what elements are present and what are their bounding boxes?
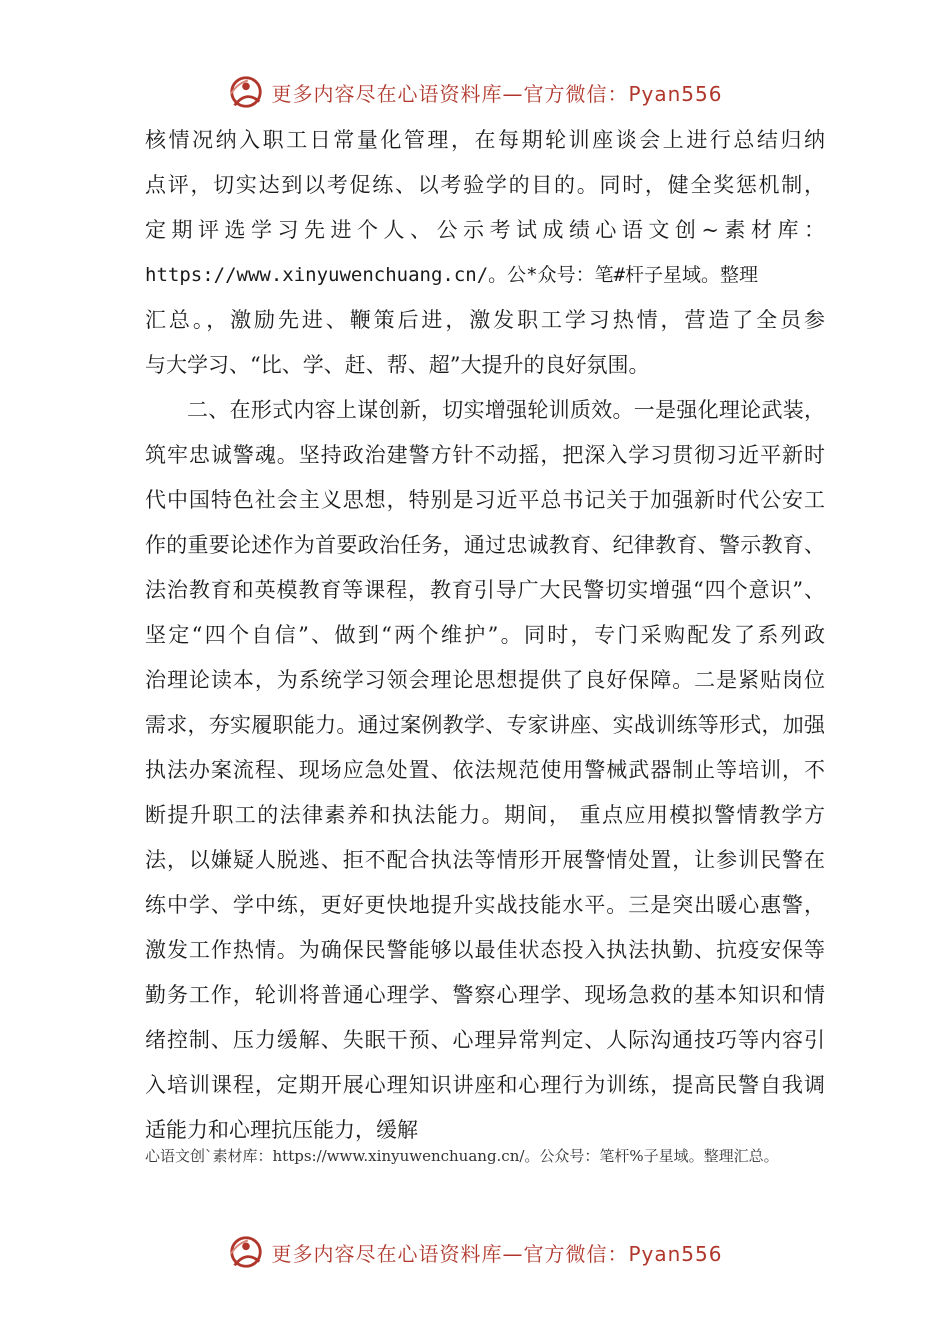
bottom-banner — [0, 1230, 950, 1274]
text-line: 激发工作热情。为确保民警能够以最佳状态投入执法执勤、抗疫安保等 — [145, 938, 825, 962]
text-line: 定期评选学习先进个人、公示考试成绩心语文创~素材库： — [145, 218, 825, 242]
text-line: 法治教育和英模教育等课程，教育引导广大民警切实增强“四个意识”、 — [145, 578, 825, 602]
text-line: 法，以嫌疑人脱逃、拒不配合执法等情形开展警情处置，让参训民警在 — [145, 848, 825, 872]
text-line: 作的重要论述作为首要政治任务，通过忠诚教育、纪律教育、警示教育、 — [145, 533, 825, 557]
text-line: 坚定“四个自信”、做到“两个维护”。同时，专门采购配发了系列政 — [145, 623, 825, 647]
text-line: 适能力和心理抗压能力，缓解 — [145, 1118, 418, 1142]
text-line: 筑牢忠诚警魂。坚持政治建警方针不动摇，把深入学习贯彻习近平新时 — [145, 443, 825, 467]
top-banner — [0, 70, 950, 114]
text-line: 勤务工作，轮训将普通心理学、警察心理学、现场急救的基本知识和情 — [145, 983, 825, 1007]
text-line: 代中国特色社会主义思想，特别是习近平总书记关于加强新时代公安工 — [145, 488, 825, 512]
text-line: 治理论读本，为系统学习领会理论思想提供了良好保障。二是紧贴岗位 — [145, 668, 825, 692]
text-line: 入培训课程，定期开展心理知识讲座和心理行为训练，提高民警自我调 — [145, 1073, 825, 1097]
text-line: 与大学习、“比、学、赶、帮、超”大提升的良好氛围。 — [145, 353, 650, 377]
text-line: 绪控制、压力缓解、失眠干预、心理异常判定、人际沟通技巧等内容引 — [145, 1028, 825, 1052]
text-line: 二、在形式内容上谋创新，切实增强轮训质效。一是强化理论武装， — [187, 398, 825, 422]
brand-logo-icon — [227, 1233, 265, 1271]
text-line: 点评，切实达到以考促练、以考验学的目的。同时，健全奖惩机制， — [145, 173, 825, 197]
banner-text: 更多内容尽在心语资料库—官方微信：Pyan556 — [271, 81, 723, 106]
text-line: 核情况纳入职工日常量化管理，在每期轮训座谈会上进行总结归纳 — [145, 128, 825, 152]
text-line: 断提升职工的法律素养和执法能力。期间， 重点应用模拟警情教学方 — [145, 803, 825, 827]
text-line: 汇总。，激励先进、鞭策后进，激发职工学习热情，营造了全员参 — [145, 308, 825, 332]
footer-note: 心语文创`素材库：https://www.xinyuwenchuang.cn/。公众号：笔杆%子星域。整理汇总。 — [145, 1147, 779, 1165]
text-line: 执法办案流程、现场应急处置、依法规范使用警械武器制止等培训，不 — [145, 758, 825, 782]
document-body — [145, 118, 825, 1153]
text-line: 需求，夯实履职能力。通过案例教学、专家讲座、实战训练等形式，加强 — [145, 713, 825, 737]
text-line: 练中学、学中练，更好更快地提升实战技能水平。三是突出暖心惠警， — [145, 893, 825, 917]
banner-text: 更多内容尽在心语资料库—官方微信：Pyan556 — [271, 1241, 723, 1266]
brand-logo-icon — [227, 73, 265, 111]
text-line: https://www.xinyuwenchuang.cn/。公*众号：笔#杆子星域。整理 — [145, 264, 759, 286]
